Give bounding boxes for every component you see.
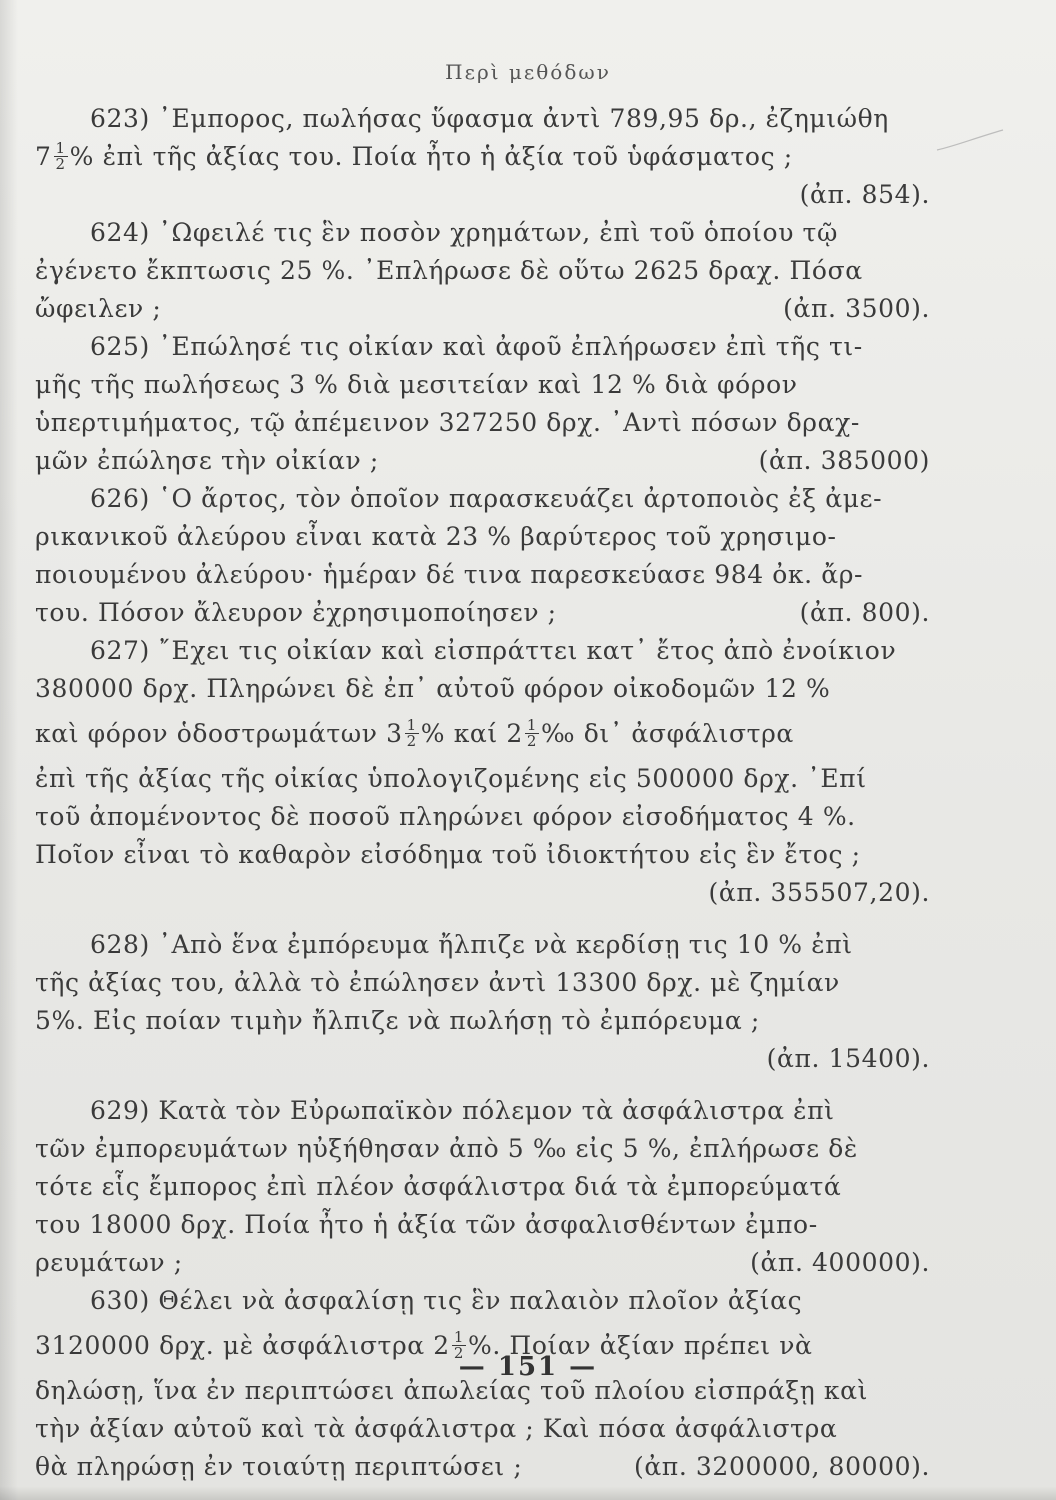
line-text: ὑπερτιμήματος, τῷ ἀπέμεινον 327250 δρχ. ᾿Αντὶ πόσων δραχ- <box>35 408 860 437</box>
text-line <box>35 290 930 328</box>
text-line <box>35 214 930 252</box>
text-line <box>35 1130 930 1168</box>
text-line <box>35 176 930 214</box>
fraction-numerator: 1 <box>55 139 66 157</box>
answer-text: (ἀπ. 355507,20). <box>708 878 930 907</box>
answer-text: (ἀπ. 3500). <box>783 294 930 323</box>
line-text: ρευμάτων ; <box>35 1248 183 1277</box>
line-text: 380000 δρχ. Πληρώνει δὲ ἐπ᾿ αὐτοῦ φόρον οἰκοδομῶν 12 % <box>35 674 831 703</box>
text-line <box>35 442 930 480</box>
line-text: τῆς ἀξίας του, ἀλλὰ τὸ ἐπώλησεν ἀντὶ 13300 δρχ. μὲ ζημίαν <box>35 968 840 997</box>
line-text: % <box>69 142 95 171</box>
line-text: 626) ῾Ο ἄρτος, τὸν ὁποῖον παρασκευάζει ἀρτοποιὸς ἐξ ἀμε- <box>90 484 883 513</box>
problem-text-block <box>35 100 930 1486</box>
line-text: 628) ᾿Απὸ ἕνα ἐμπόρευμα ἤλπιζε νὰ κερδίσῃ τις 10 % ἐπὶ <box>90 930 853 959</box>
fraction-denominator: 2 <box>55 155 66 173</box>
text-line <box>35 404 930 442</box>
text-line <box>35 252 930 290</box>
text-line <box>35 1244 930 1282</box>
fraction-denominator: 2 <box>453 1344 464 1362</box>
text-line <box>35 670 930 708</box>
line-segment <box>35 708 794 760</box>
line-text: ἐπὶ τῆς ἀξίας του. Ποία ἦτο ἡ ἀξία τοῦ ὑφάσματος ; <box>102 142 793 171</box>
page-bottom-shadow <box>0 1486 1056 1500</box>
line-text: ‰ δι᾿ ἀσφάλιστρα <box>541 719 794 748</box>
text-line <box>35 1410 930 1448</box>
text-line <box>35 328 930 366</box>
line-text: 624) ᾿Ωφειλέ τις ἓν ποσὸν χρημάτων, ἐπὶ τοῦ ὁποίου τῷ <box>90 218 838 247</box>
fraction-denominator: 2 <box>406 732 417 750</box>
answer-text: (ἀπ. 3200000, 80000). <box>633 1452 930 1481</box>
text-line <box>35 1040 930 1078</box>
fraction-denominator: 2 <box>526 732 538 750</box>
line-text: μῶν ἐπώλησε τὴν οἰκίαν ; <box>35 446 379 475</box>
line-segment <box>35 138 793 176</box>
line-text: 7 <box>35 142 52 171</box>
fraction-numerator: 1 <box>453 1328 464 1346</box>
text-line <box>35 1002 930 1040</box>
answer-text: (ἀπ. 15400). <box>766 1044 930 1073</box>
text-line <box>35 556 930 594</box>
running-header: Περὶ μεθόδων <box>445 60 611 84</box>
answer-text: (ἀπ. 400000). <box>750 1248 930 1277</box>
line-text: τῶν ἐμπορευμάτων ηὐξήθησαν ἀπὸ 5 ‰ εἰς 5 %, ἐπλήρωσε δὲ <box>35 1134 858 1163</box>
line-text: 625) ᾿Επώλησέ τις οἰκίαν καὶ ἀφοῦ ἐπλήρωσεν ἐπὶ τῆς τι- <box>90 332 863 361</box>
text-line <box>35 518 930 556</box>
line-text: τὴν ἀξίαν αὐτοῦ καὶ τὰ ἀσφάλιστρα ; Καὶ πόσα ἀσφάλιστρα <box>35 1414 838 1443</box>
line-text: ἐγένετο ἔκπτωσις 25 %. ᾿Επλήρωσε δὲ οὕτω 2625 δραχ. Πόσα <box>35 256 863 285</box>
line-text: τοῦ ἀπομένοντος δὲ ποσοῦ πληρώνει φόρον εἰσοδήματος 4 %. <box>35 802 856 831</box>
fraction-numerator: 1 <box>526 716 538 734</box>
line-text: 630) Θέλει νὰ ἀσφαλίσῃ τις ἓν παλαιὸν πλοῖον ἀξίας <box>90 1286 803 1315</box>
text-line <box>35 798 930 836</box>
line-text: Ποῖον εἶναι τὸ καθαρὸν εἰσόδημα τοῦ ἰδιοκτήτου εἰς ἓν ἔτος ; <box>35 840 861 869</box>
fraction-numerator: 1 <box>406 716 417 734</box>
fraction-one-half <box>54 141 68 172</box>
answer-text: (ἀπ. 800). <box>799 598 930 627</box>
text-line <box>35 1448 930 1486</box>
text-line <box>35 836 930 874</box>
line-text: % καί 2 <box>420 719 523 748</box>
line-text: του. Πόσον ἄλευρον ἐχρησιμοποίησεν ; <box>35 598 557 627</box>
answer-text: (ἀπ. 854). <box>799 180 930 209</box>
text-line <box>35 926 930 964</box>
line-text: 5%. Εἰς ποίαν τιμὴν ἤλπιζε νὰ πωλήσῃ τὸ ἐμπόρευμα ; <box>35 1006 760 1035</box>
text-line <box>35 1168 930 1206</box>
text-line <box>35 480 930 518</box>
text-line <box>35 1092 930 1130</box>
line-text: μῆς τῆς πωλήσεως 3 % διὰ μεσιτείαν καὶ 12 % διὰ φόρον <box>35 370 798 399</box>
line-text: θὰ πληρώσῃ ἐν τοιαύτῃ περιπτώσει ; <box>35 1452 523 1481</box>
line-text: τότε εἷς ἔμπορος ἐπὶ πλέον ἀσφάλιστρα διά τὰ ἐμπορεύματά <box>35 1172 842 1201</box>
fraction-one-half <box>405 718 419 749</box>
text-line <box>35 1206 930 1244</box>
text-line <box>35 366 930 404</box>
line-text: ποιουμένου ἀλεύρου· ἡμέραν δέ τινα παρεσκεύασε 984 ὀκ. ἄρ- <box>35 560 864 589</box>
line-text: %. Ποίαν ἀξίαν πρέπει νὰ <box>467 1331 813 1360</box>
text-line <box>35 632 930 670</box>
line-text: 627) ῎Εχει τις οἰκίαν καὶ εἰσπράττει κατ᾿ ἔτος ἀπὸ ἐνοίκιον <box>90 636 897 665</box>
text-line <box>35 138 930 176</box>
line-text: 3120000 δρχ. μὲ ἀσφάλιστρα 2 <box>35 1331 450 1360</box>
answer-text: (ἀπ. 385000) <box>758 446 930 475</box>
line-text: δηλώσῃ, ἵνα ἐν περιπτώσει ἀπωλείας τοῦ πλοίου εἰσπράξῃ καὶ <box>35 1376 868 1405</box>
line-text: 629) Κατὰ τὸν Εὐρωπαϊκὸν πόλεμον τὰ ἀσφάλιστρα ἐπὶ <box>90 1096 835 1125</box>
line-text: του 18000 δρχ. Ποία ἦτο ἡ ἀξία τῶν ἀσφαλισθέντων ἐμπο- <box>35 1210 818 1239</box>
line-text: ρικανικοῦ ἀλεύρου εἶναι κατὰ 23 % βαρύτερος τοῦ χρησιμο- <box>35 522 837 551</box>
fraction-one-half <box>525 718 539 749</box>
line-text: ἐπὶ τῆς ἀξίας τῆς οἰκίας ὑπολογιζομένης εἰς 500000 δρχ. ᾿Επί <box>35 764 867 793</box>
line-text: καὶ φόρον ὁδοστρωμάτων 3 <box>35 719 403 748</box>
line-text: 623) ᾿Εμπορος, πωλήσας ὕφασμα ἀντὶ 789,95 δρ., ἐζημιώθη <box>90 104 889 133</box>
text-line <box>35 1282 930 1320</box>
text-line <box>35 874 930 912</box>
line-text: ὤφειλεν ; <box>35 294 162 323</box>
page-number: — 151 — <box>458 1352 598 1382</box>
text-line <box>35 964 930 1002</box>
pencil-checkmark-icon <box>935 128 1005 158</box>
page-edge-shadow <box>0 0 18 1500</box>
text-line <box>35 708 930 760</box>
text-line <box>35 594 930 632</box>
text-line <box>35 100 930 138</box>
text-line <box>35 760 930 798</box>
